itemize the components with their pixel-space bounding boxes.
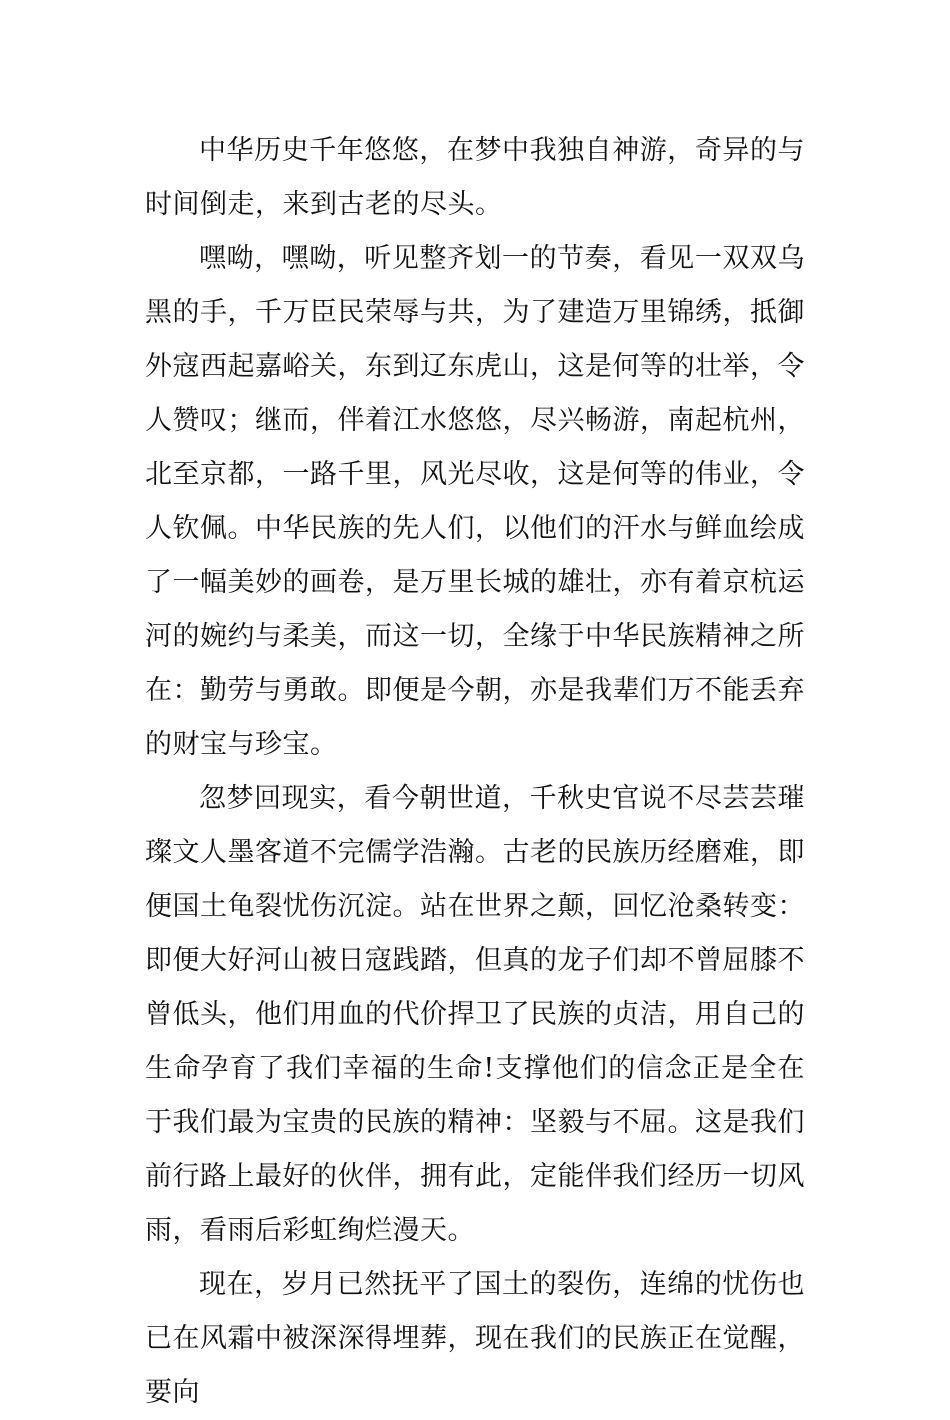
paragraph-1: 中华历史千年悠悠，在梦中我独自神游，奇异的与时间倒走，来到古老的尽头。: [145, 135, 805, 220]
paragraph-2: 嘿呦，嘿呦，听见整齐划一的节奏，看见一双双乌黑的手，千万臣民荣辱与共，为了建造万里锦绣，抵御外寇西起嘉峪关，东到辽东虎山，这是何等的壮举，令人赞叹；继而，伴着江水悠悠，尽兴畅游，南起杭州，北至京都，一路千里，风光尽收，这是何等的伟业，令人钦佩。中华民族的先人们，以他们的汗水与鲜血绘成了一幅美妙的画卷，是万里长城的雄壮，亦有着京杭运河的婉约与柔美，而这一切，全缘于中华民族精神之所在：勤劳与勇敢。即便是今朝，亦是我辈们万不能丢弃的财宝与珍宝。: [145, 243, 805, 760]
paragraph-4: 现在，岁月已然抚平了国土的裂伤，连绵的忧伤也已在风霜中被深深得埋葬，现在我们的民族正在觉醒，要向: [145, 1269, 805, 1408]
essay-body: [145, 124, 805, 1420]
paragraph-3: 忽梦回现实，看今朝世道，千秋史官说不尽芸芸璀璨文人墨客道不完儒学浩瀚。古老的民族历经磨难，即便国土龟裂忧伤沉淀。站在世界之颠，回忆沧桑转变：即便大好河山被日寇践踏，但真的龙子们却不曾屈膝不曾低头，他们用血的代价捍卫了民族的贞洁，用自己的生命孕育了我们幸福的生命!支撑他们的信念正是全在于我们最为宝贵的民族的精神：坚毅与不屈。这是我们前行路上最好的伙伴，拥有此，定能伴我们经历一切风雨，看雨后彩虹绚烂漫天。: [145, 783, 805, 1246]
